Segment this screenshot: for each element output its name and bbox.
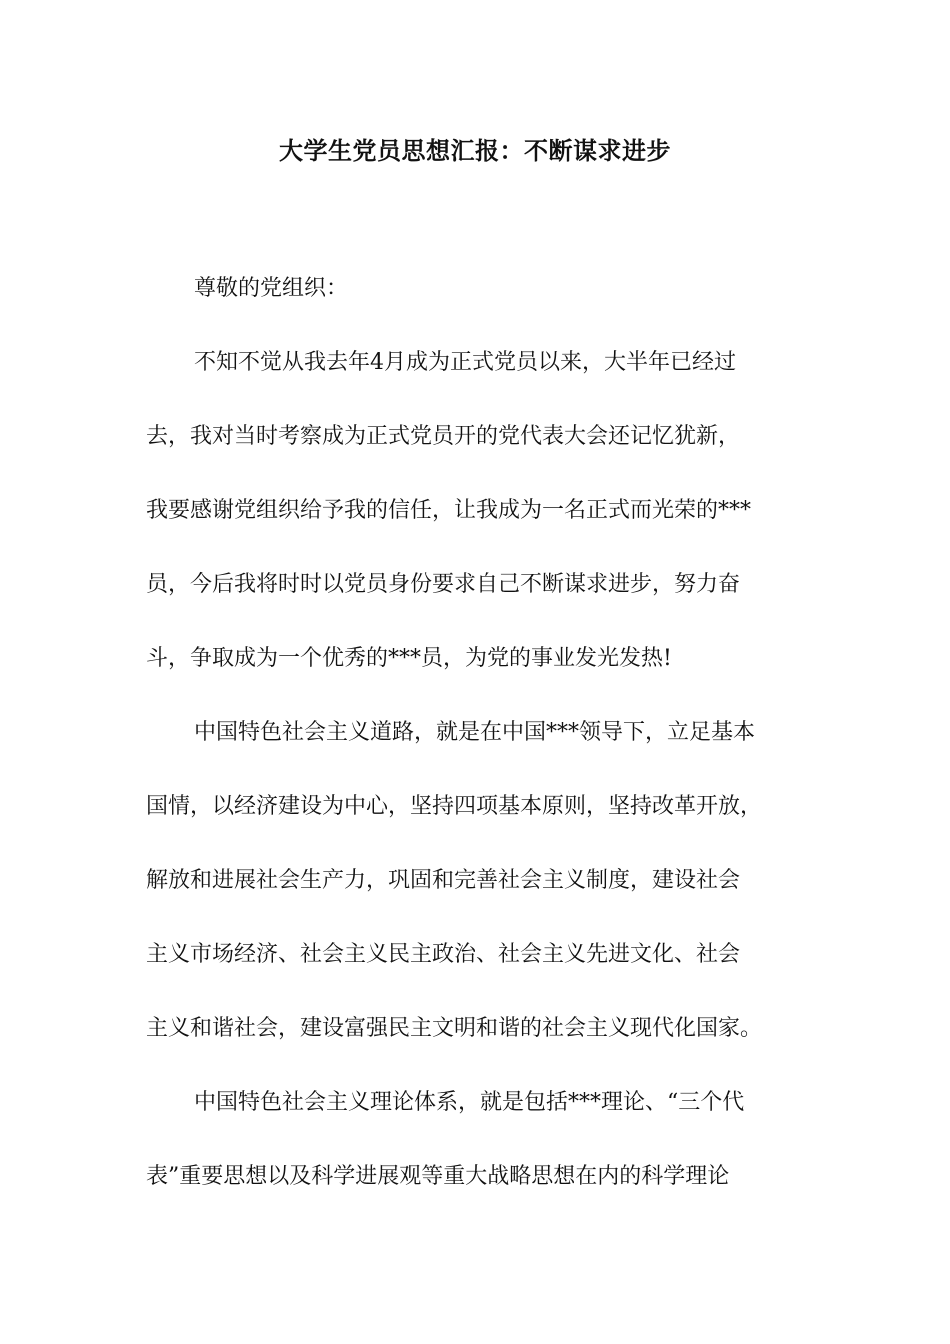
paragraph-1-line-4: 员，今后我将时时以党员身份要求自己不断谋求进步，努力奋 bbox=[146, 572, 741, 597]
paragraph-1-line-3: 我要感谢党组织给予我的信任，让我成为一名正式而光荣的*** bbox=[146, 498, 752, 523]
paragraph-3-line-2: 表”重要思想以及科学进展观等重大战略思想在内的科学理论 bbox=[146, 1164, 730, 1189]
paragraph-3-line-1: 中国特色社会主义理论体系，就是包括***理论、“三个代 bbox=[194, 1090, 745, 1115]
paragraph-1-line-5: 斗，争取成为一个优秀的***员，为党的事业发光发热! bbox=[146, 646, 672, 671]
paragraph-2-line-4: 主义市场经济、社会主义民主政治、社会主义先进文化、社会 bbox=[146, 942, 741, 967]
paragraph-1-line-2: 去，我对当时考察成为正式党员开的党代表大会还记忆犹新， bbox=[146, 424, 741, 449]
document-title: 大学生党员思想汇报：不断谋求进步 bbox=[279, 136, 671, 165]
paragraph-2-line-3: 解放和进展社会生产力，巩固和完善社会主义制度，建设社会 bbox=[146, 868, 741, 893]
paragraph-2-line-5: 主义和谐社会，建设富强民主文明和谐的社会主义现代化国家。 bbox=[146, 1016, 763, 1041]
paragraph-2-line-2: 国情，以经济建设为中心，坚持四项基本原则，坚持改革开放， bbox=[146, 794, 763, 819]
paragraph-2-line-1: 中国特色社会主义道路，就是在中国***领导下，立足基本 bbox=[194, 720, 756, 745]
paragraph-1-line-1: 不知不觉从我去年4月成为正式党员以来，大半年已经过 bbox=[194, 350, 736, 375]
salutation-line: 尊敬的党组织： bbox=[194, 276, 349, 301]
document-body bbox=[146, 252, 826, 1214]
